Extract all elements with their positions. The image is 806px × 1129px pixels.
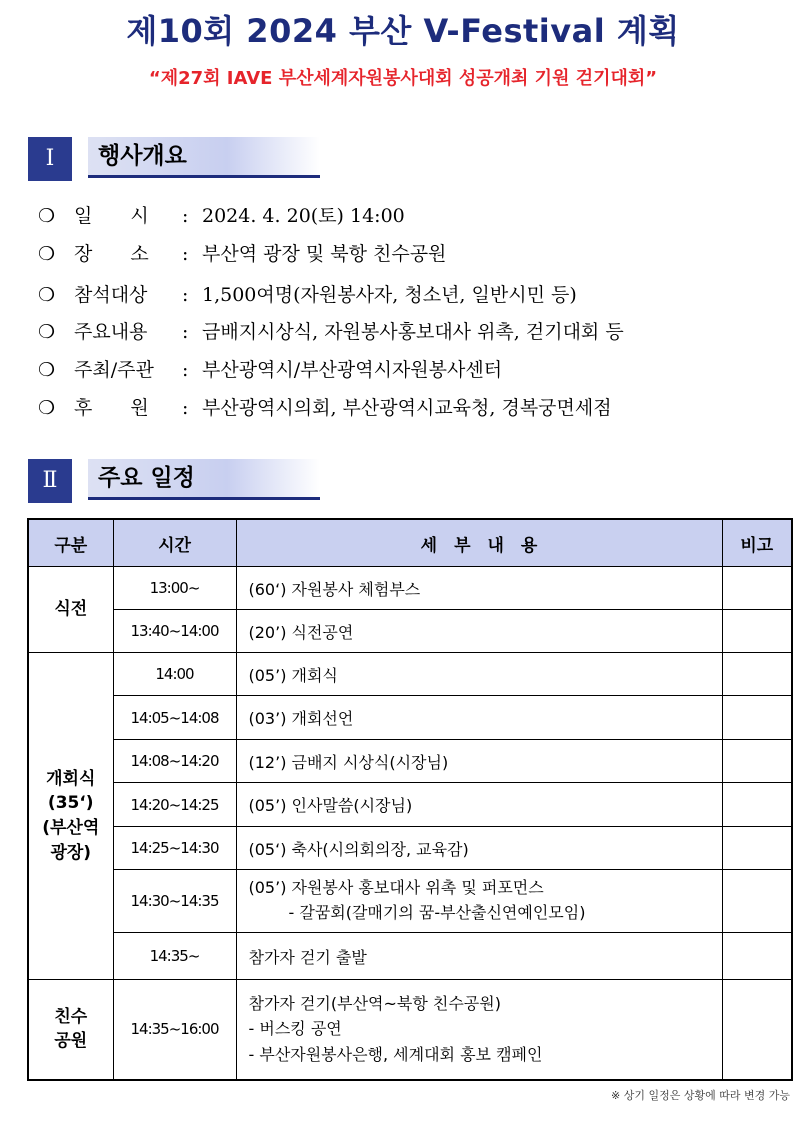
time-cell: 14:25~14:30 (113, 827, 236, 870)
table-row (28, 980, 792, 1080)
detail-cell: (60‘) 자원봉사 체험부스 (236, 567, 722, 610)
remark-cell (722, 870, 792, 933)
overview-item: ❍ 참석대상 : 1,500여명(자원봉사자, 청소년, 일반시민 등) (38, 284, 577, 306)
remark-cell (722, 783, 792, 827)
col-header-time: 시간 (113, 519, 236, 567)
col-header-details: 세 부 내 용 (236, 519, 722, 567)
page-subtitle: “제27회 IAVE 부산세계자원봉사대회 성공개최 기원 걷기대회” (148, 68, 658, 89)
detail-cell: (05‘) 축사(시의회의장, 교육감) (236, 827, 722, 870)
detail-cell: 참가자 걷기(부산역~북항 친수공원) - 버스킹 공연 - 부산자원봉사은행, 세계대회 홍보 캠페인 (236, 980, 722, 1080)
overview-item: ❍ 일 시 : 2024. 4. 20(토) 14:00 (38, 205, 405, 227)
overview-item: ❍ 후 원 : 부산광역시의회, 부산광역시교육청, 경복궁면세점 (38, 397, 612, 419)
time-cell: 14:00 (113, 653, 236, 696)
time-cell: 13:00~ (113, 567, 236, 610)
remark-cell (722, 567, 792, 610)
col-header-remarks: 비고 (722, 519, 792, 567)
table-row (28, 740, 792, 783)
time-cell: 14:05~14:08 (113, 696, 236, 740)
table-row (28, 783, 792, 827)
table-row (28, 870, 792, 933)
remark-cell (722, 610, 792, 653)
time-cell: 14:08~14:20 (113, 740, 236, 783)
section-label: 주요 일정 (88, 459, 320, 500)
group-pre-ceremony: 식전 (28, 567, 113, 653)
time-cell: 13:40~14:00 (113, 610, 236, 653)
remark-cell (722, 740, 792, 783)
time-cell: 14:35~16:00 (113, 980, 236, 1080)
table-row (28, 610, 792, 653)
table-row (28, 696, 792, 740)
detail-cell: (05’) 인사말씀(시장님) (236, 783, 722, 827)
table-row (28, 653, 792, 696)
detail-cell: (03’) 개회선언 (236, 696, 722, 740)
col-header-category: 구분 (28, 519, 113, 567)
overview-item: ❍ 주요내용 : 금배지시상식, 자원봉사홍보대사 위촉, 걷기대회 등 (38, 321, 624, 343)
table-row (28, 567, 792, 610)
footnote: ※ 상기 일정은 상황에 따라 변경 가능 (611, 1089, 790, 1102)
detail-cell: (05’) 자원봉사 홍보대사 위촉 및 퍼포먼스 - 갈꿈회(갈매기의 꿈-부산출신연예인모임) (236, 870, 722, 933)
remark-cell (722, 653, 792, 696)
page-title: 제10회 2024 부산 V-Festival 계획 (126, 12, 680, 50)
table-header-row (28, 519, 792, 567)
time-cell: 14:35~ (113, 933, 236, 980)
time-cell: 14:20~14:25 (113, 783, 236, 827)
group-waterfront-park: 친수 공원 (28, 980, 113, 1080)
overview-item: ❍ 장 소 : 부산역 광장 및 북항 친수공원 (38, 243, 447, 265)
table-row (28, 827, 792, 870)
time-cell: 14:30~14:35 (113, 870, 236, 933)
schedule-table (27, 518, 793, 1081)
detail-cell: (12’) 금배지 시상식(시장님) (236, 740, 722, 783)
remark-cell (722, 933, 792, 980)
group-opening-ceremony: 개회식 (35‘) (부산역 광장) (28, 653, 113, 980)
remark-cell (722, 696, 792, 740)
remark-cell (722, 980, 792, 1080)
detail-cell: 참가자 걷기 출발 (236, 933, 722, 980)
detail-cell: (20’) 식전공연 (236, 610, 722, 653)
section-number: Ⅱ (28, 459, 72, 503)
overview-item: ❍ 주최/주관 : 부산광역시/부산광역시자원봉사센터 (38, 359, 503, 381)
section-number: Ⅰ (28, 137, 72, 181)
detail-cell: (05’) 개회식 (236, 653, 722, 696)
section-label: 행사개요 (88, 137, 320, 178)
remark-cell (722, 827, 792, 870)
table-row (28, 933, 792, 980)
